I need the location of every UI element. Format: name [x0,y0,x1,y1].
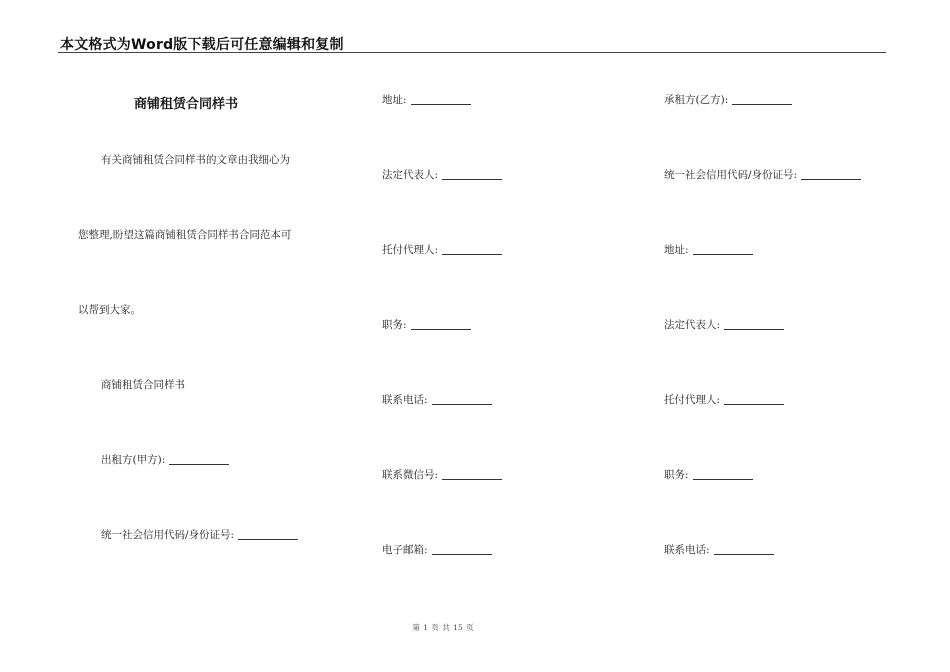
field-label: 联系电话: [382,394,428,406]
fill-in-blank [693,254,753,255]
field-label: 电子邮箱: [382,544,428,556]
intro-line-3: 以帮到大家。 [78,304,141,316]
field-label: 地址: [382,94,407,106]
lessor-agent-field [382,243,502,257]
fill-in-blank [169,464,229,465]
field-label: 联系微信号: [382,469,439,481]
fill-in-blank [411,329,471,330]
lessor-wechat-field [382,468,502,482]
page-number: 第 1 页 共 15 页 [412,623,474,632]
download-banner: 本文格式为Word版下载后可任意编辑和复制 [60,37,344,53]
lessor-position-field [382,318,471,332]
fill-in-blank [432,554,492,555]
header-rule [58,52,886,53]
intro-line-1: 有关商铺租赁合同样书的文章由我细心为 [101,154,290,166]
fill-in-blank [442,479,502,480]
fill-in-blank [442,179,502,180]
section-subtitle: 商铺租赁合同样书 [101,379,185,391]
field-label: 统一社会信用代码/身份证号: [664,169,798,181]
lessee-position-field [664,468,753,482]
field-label: 地址: [664,244,689,256]
fill-in-blank [732,104,792,105]
lessee-agent-field [664,393,784,407]
lessee-credit-code-field [664,168,861,182]
fill-in-blank [442,254,502,255]
field-label: 法定代表人: [664,319,721,331]
fill-in-blank [693,479,753,480]
lessor-name-field [101,453,229,467]
field-label: 联系电话: [664,544,710,556]
fill-in-blank [238,539,298,540]
field-label: 托付代理人: [382,244,439,256]
lessee-legal-rep-field [664,318,784,332]
intro-line-2: 您整理,盼望这篇商铺租赁合同样书合同范本可 [78,229,292,241]
field-label: 承租方(乙方): [664,94,729,106]
lessee-address-field [664,243,753,257]
field-label: 统一社会信用代码/身份证号: [101,529,235,541]
lessee-name-field [664,93,792,107]
document-title: 商铺租赁合同样书 [134,97,239,112]
lessor-phone-field [382,393,492,407]
lessor-legal-rep-field [382,168,502,182]
fill-in-blank [714,554,774,555]
fill-in-blank [724,329,784,330]
lessor-email-field [382,543,492,557]
field-label: 出租方(甲方): [101,454,166,466]
fill-in-blank [411,104,471,105]
field-label: 法定代表人: [382,169,439,181]
lessor-credit-code-field [101,528,298,542]
field-label: 托付代理人: [664,394,721,406]
fill-in-blank [801,179,861,180]
fill-in-blank [432,404,492,405]
field-label: 职务: [664,469,689,481]
fill-in-blank [724,404,784,405]
field-label: 职务: [382,319,407,331]
lessee-phone-field [664,543,774,557]
lessor-address-field [382,93,471,107]
